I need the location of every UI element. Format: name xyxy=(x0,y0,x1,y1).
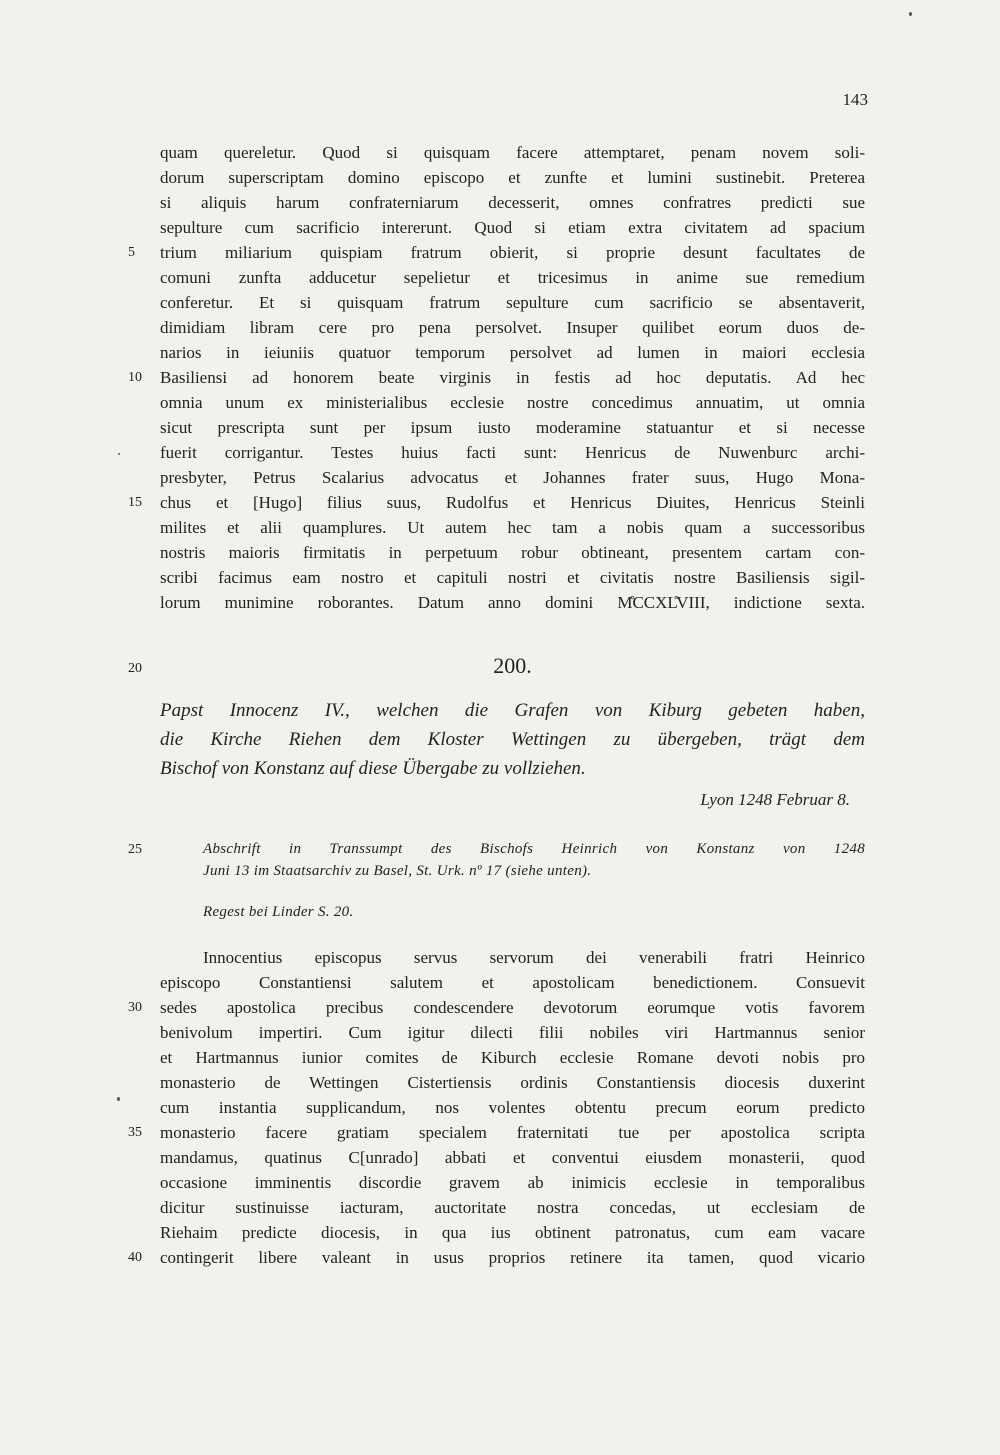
text-line: narios in ieiuniis quatuor temporum persolvet ad lumen in maiori ecclesia xyxy=(160,343,865,362)
text-line: benivolum impertiri. Cum igitur dilecti filii nobiles viri Hartmannus senior xyxy=(160,1023,865,1042)
text-line: sepulture cum sacrificio intererunt. Quod si etiam extra civitatem ad spacium xyxy=(160,218,865,237)
text-line: monasterio facere gratiam specialem fraternitati tue per apostolica scripta xyxy=(160,1123,865,1142)
text-line: lorum munimine roborantes. Datum anno domini M̊CCXL̊VIII, indictione sexta. xyxy=(160,593,865,612)
dateline: Lyon 1248 Februar 8. xyxy=(700,790,850,809)
text-line: chus et [Hugo] filius suus, Rudolfus et Henricus Diuites, Henricus Steinli xyxy=(160,493,865,512)
line-number: 15 xyxy=(128,495,142,510)
line-number: 20 xyxy=(128,661,142,676)
text-line: cum instantia supplicandum, nos volentes obtentu precum eorum predicto xyxy=(160,1098,865,1117)
page-number: 143 xyxy=(842,90,868,109)
text-line: dicitur sustinuisse iacturam, auctoritate nostra concedas, ut ecclesiam de xyxy=(160,1198,865,1217)
text-line: trium miliarium quispiam fratrum obierit, si proprie desunt facultates de xyxy=(160,243,865,262)
text-line: dimidiam libram cere pro pena persolvet. Insuper quilibet eorum duos de- xyxy=(160,318,865,337)
text-line: monasterio de Wettingen Cistertiensis ordinis Constantiensis diocesis duxerint xyxy=(160,1073,865,1092)
text-line: contingerit libere valeant in usus proprios retinere ita tamen, quod vicario xyxy=(160,1248,865,1267)
text-line: Innocentius episcopus servus servorum dei venerabili fratri Heinrico xyxy=(203,948,865,967)
text-line: occasione imminentis discordie gravem ab inimicis ecclesie in temporalibus xyxy=(160,1173,865,1192)
source-line: Abschrift in Transsumpt des Bischofs Heinrich von Konstanz von 1248 xyxy=(203,841,865,857)
text-line: sedes apostolica precibus condescendere devotorum eorumque votis favorem xyxy=(160,998,865,1017)
text-line: scribi facimus eam nostro et capituli nostri et civitatis nostre Basiliensis sigil- xyxy=(160,568,865,587)
text-line: fuerit corrigantur. Testes huius facti sunt: Henricus de Nuwenburc archi- xyxy=(160,443,865,462)
source-line: Juni 13 im Staatsarchiv zu Basel, St. Urk. nº 17 (siehe unten). xyxy=(203,863,592,879)
text-line: quam quereletur. Quod si quisquam facere attemptaret, penam novem soli- xyxy=(160,143,865,162)
text-line: comuni zunfta adducetur sepelietur et tricesimus in anime sue remedium xyxy=(160,268,865,287)
text-line: si aliquis harum confraterniarum decesserit, omnes confratres predicti sue xyxy=(160,193,865,212)
line-number: 5 xyxy=(128,245,135,260)
text-line: Riehaim predicte diocesis, in qua ius obtinent patronatus, cum eam vacare xyxy=(160,1223,865,1242)
scan-speck xyxy=(118,453,120,455)
text-line: milites et alii quamplures. Ut autem hec tam a nobis quam a successoribus xyxy=(160,518,865,537)
heading-line: die Kirche Riehen dem Kloster Wettingen zu übergeben, trägt dem xyxy=(160,729,865,750)
heading-line: Papst Innocenz IV., welchen die Grafen von Kiburg gebeten haben, xyxy=(160,700,865,721)
text-line: omnia unum ex ministerialibus ecclesie nostre concedimus annuatim, ut omnia xyxy=(160,393,865,412)
line-number: 35 xyxy=(128,1125,142,1140)
text-line: Basiliensi ad honorem beate virginis in festis ad hoc deputatis. Ad hec xyxy=(160,368,865,387)
text-line: dorum superscriptam domino episcopo et zunfte et lumini sustinebit. Preterea xyxy=(160,168,865,187)
line-number: 30 xyxy=(128,1000,142,1015)
document-number: 200. xyxy=(493,653,532,678)
line-number: 10 xyxy=(128,370,142,385)
scan-speck xyxy=(117,1097,120,1101)
text-line: presbyter, Petrus Scalarius advocatus et Johannes frater suus, Hugo Mona- xyxy=(160,468,865,487)
line-number: 25 xyxy=(128,842,142,857)
text-line: et Hartmannus iunior comites de Kiburch ecclesie Romane devoti nobis pro xyxy=(160,1048,865,1067)
text-line: sicut prescripta sunt per ipsum iusto moderamine statuantur et si necesse xyxy=(160,418,865,437)
heading-line: Bischof von Konstanz auf diese Übergabe zu vollziehen. xyxy=(160,758,586,779)
scan-speck xyxy=(909,12,912,16)
text-line: episcopo Constantiensi salutem et apostolicam benedictionem. Consuevit xyxy=(160,973,865,992)
line-number: 40 xyxy=(128,1250,142,1265)
text-line: conferetur. Et si quisquam fratrum sepulture cum sacrificio se absentaverit, xyxy=(160,293,865,312)
text-line: mandamus, quatinus C[unrado] abbati et conventui eiusdem monasterii, quod xyxy=(160,1148,865,1167)
text-line: nostris maioris firmitatis in perpetuum robur obtineant, presentem cartam con- xyxy=(160,543,865,562)
regest-note: Regest bei Linder S. 20. xyxy=(203,904,354,920)
